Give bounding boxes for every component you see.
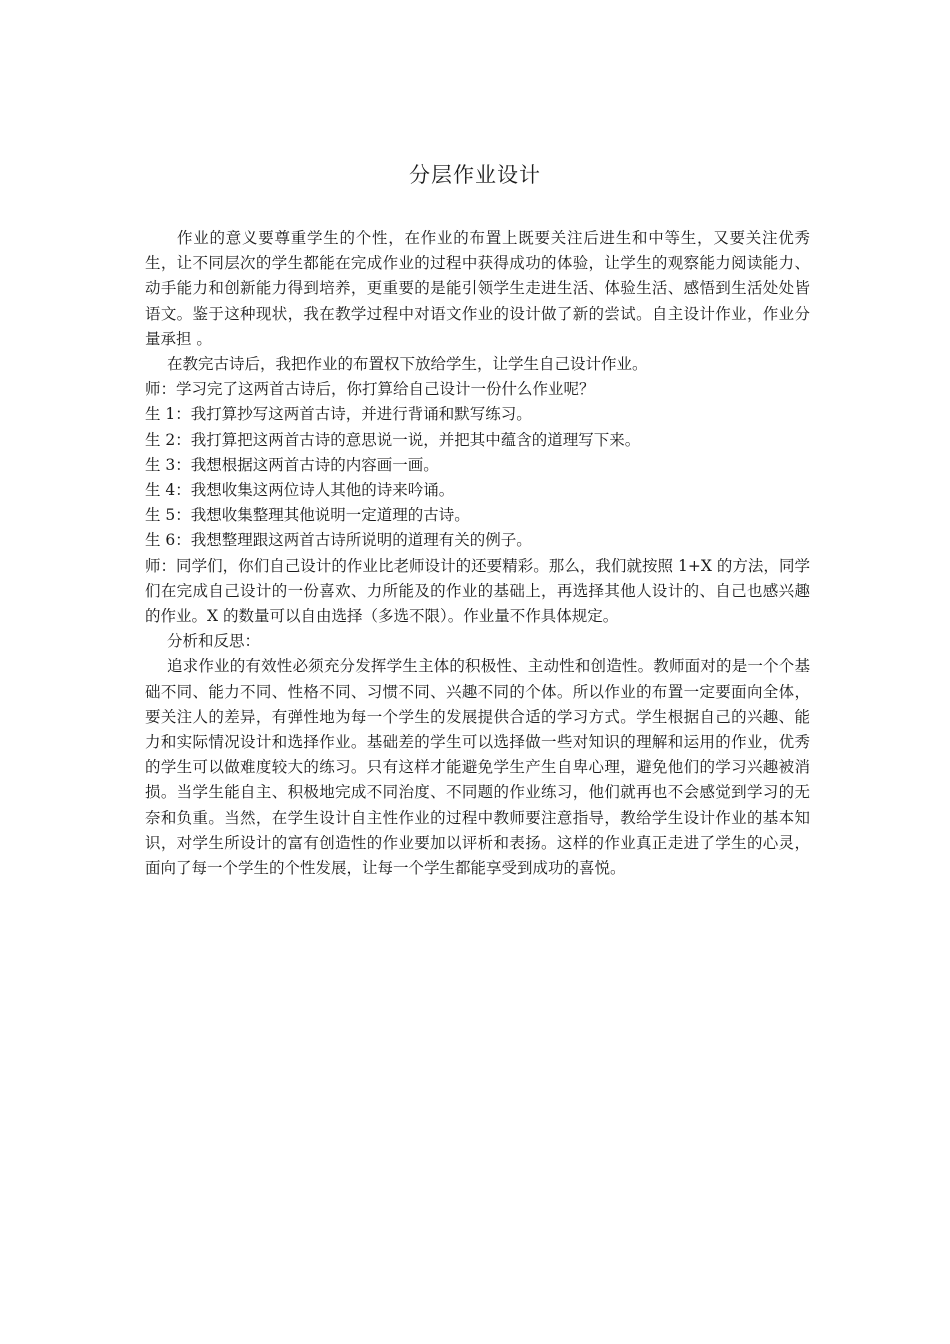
dialogue-student-4: 生 4：我想收集这两位诗人其他的诗来吟诵。 — [145, 481, 455, 500]
dialogue-student-5: 生 5：我想收集整理其他说明一定道理的古诗。 — [145, 506, 470, 525]
dialogue-teacher-question: 师：学习完了这两首古诗后，你打算给自己设计一份什么作业呢？ — [145, 380, 595, 399]
document-body — [145, 226, 810, 881]
dialogue-student-3: 生 3：我想根据这两首古诗的内容画一画。 — [145, 455, 439, 474]
document-title: 分层作业设计 — [409, 163, 541, 187]
paragraph-reflection: 追求作业的有效性必须充分发挥学生主体的积极性、主动性和创造性。教师面对的是一个个基础不同、能力不同、性格不同、习惯不同、兴趣不同的个体。所以作业的布置一定要面向全体，要关注人的差异，有弹性地为每一个学生的发展提供合适的学习方式。学生根据自己的兴趣、能力和实际情况设计和选择作业。基础差的学生可以选择做一些对知识的理解和运用的作业，优秀的学生可以做难度较大的练习。只有这样才能避免学生产生自卑心理，避免他们的学习兴趣被消损。当学生能自主、积极地完成不同治度、不同题的作业练习，他们就再也不会感觉到学习的无奈和负重。当然，在学生设计自主性作业的过程中教师要注意指导，教给学生设计作业的基本知识，对学生所设计的富有创造性的作业要加以评析和表扬。这样的作业真正走进了学生的心灵，面向了每一个学生的个性发展，让每一个学生都能享受到成功的喜悦。 — [145, 657, 810, 878]
section-heading-analysis: 分析和反思： — [167, 632, 261, 651]
paragraph-assignment: 在教完古诗后，我把作业的布置权下放给学生，让学生自己设计作业。 — [167, 355, 648, 374]
dialogue-student-1: 生 1：我打算抄写这两首古诗，并进行背诵和默写练习。 — [145, 405, 532, 424]
dialogue-student-2: 生 2：我打算把这两首古诗的意思说一说，并把其中蕴含的道理写下来。 — [145, 430, 641, 449]
paragraph-intro: 作业的意义要尊重学生的个性，在作业的布置上既要关注后进生和中等生，又要关注优秀生，让不同层次的学生都能在完成作业的过程中获得成功的体验，让学生的观察能力阅读能力、动手能力和创新能力得到培养，更重要的是能引领学生走进生活、体验生活、感悟到生活处处皆语文。鉴于这种现状，我在教学过程中对语文作业的设计做了新的尝试。自主设计作业，作业分量承担 。 — [145, 229, 810, 348]
dialogue-student-6: 生 6：我想整理跟这两首古诗所说明的道理有关的例子。 — [145, 531, 532, 550]
dialogue-teacher-response: 师：同学们，你们自己设计的作业比老师设计的还要精彩。那么，我们就按照 1+X 的方法，同学们在完成自己设计的一份喜欢、力所能及的作业的基础上，再选择其他人设计的、自己也感兴趣的作业。X 的数量可以自由选择（多选不限）。作业量不作具体规定。 — [145, 556, 810, 626]
